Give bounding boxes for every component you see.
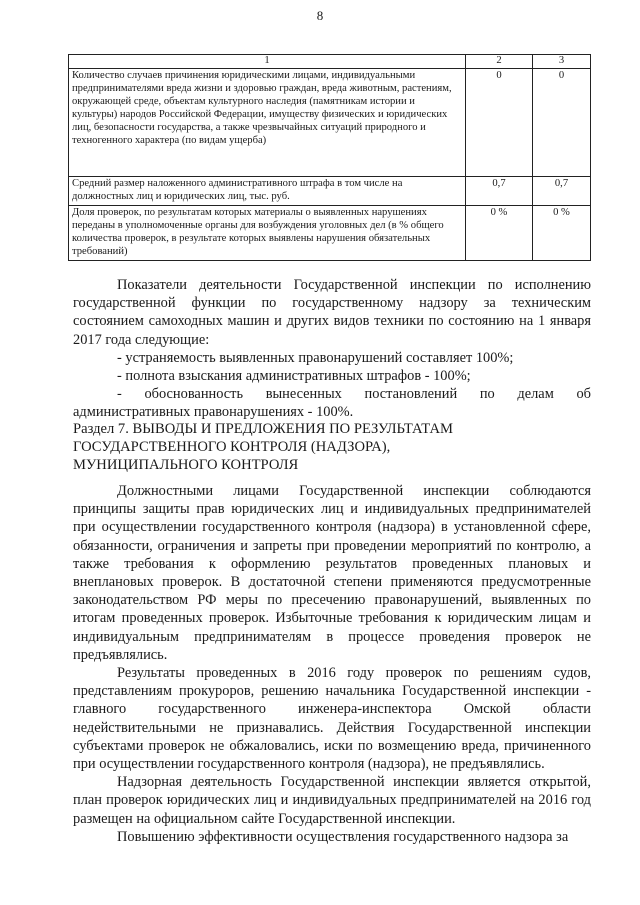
row-value: 0,7 [466,177,533,206]
table-row [69,69,591,177]
table-header-cell: 2 [466,55,533,69]
row-label: Доля проверок, по результатам которых материалы о выявленных нарушениях переданы в уполномоченные органы для возбуждения уголовных дел (в % общего количества проверок, в результате которых выявлены нарушения обязательных требований) [69,206,466,261]
intro-paragraph: Показатели деятельности Государственной инспекции по исполнению государственной функции по государственному надзору за техническим состоянием самоходных машин и других видов техники по состоянию на 1 января 2017 года следующие: [73,277,591,348]
section-title-line: Раздел 7. ВЫВОДЫ И ПРЕДЛОЖЕНИЯ ПО РЕЗУЛЬТАТАМ [73,421,453,437]
row-label: Средний размер наложенного административного штрафа в том числе на должностных лиц и юридических лиц, тыс. руб. [69,177,466,206]
body-text-block-1 [73,276,591,422]
paragraph: Повышению эффективности осуществления государственного надзора за [117,828,569,845]
table-row [69,177,591,206]
row-label: Количество случаев причинения юридическими лицами, индивидуальными предпринимателями вреда жизни и здоровью граждан, вреда животным, растениям, окружающей среде, объектам культурного наследия (памятникам истории и культуры) народов Российской Федерации, имуществу физических и юридических лиц, безопасности государства, а также чрезвычайных ситуаций природного и техногенного характера (по видам ущерба) [69,69,466,177]
paragraph: Надзорная деятельность Государственной инспекции является открытой, план проверок юридических лиц и индивидуальных предпринимателей на 2016 год размещен на официальном сайте Государственной инспекции. [73,774,591,827]
list-item: - обоснованность вынесенных постановлений по делам об [117,386,591,403]
table-header-cell: 1 [69,55,466,69]
row-value: 0 % [533,206,591,261]
paragraph: Должностными лицами Государственной инспекции соблюдаются принципы защиты прав юридических лиц и индивидуальных предпринимателей при осуществлении государственного контроля (надзора) в установленной сфере, обязанности, ограничения и запреты при проведении мероприятий по контролю, а также требования к оформлению результатов проведенных плановых и внеплановых проверок. В достаточной степени применяются предусмотренные законодательством РФ меры по пресечению правонарушений, выявленных по итогам проведенных проверок. Избыточные требования к юридическим лицам и индивидуальным предпринимателям в процессе проведения проверок не предъявлялись. [73,483,591,663]
table-header-cell: 3 [533,55,591,69]
list-item: - полнота взыскания административных штрафов - 100%; [117,368,471,385]
section-title-line: ГОСУДАРСТВЕННОГО КОНТРОЛЯ (НАДЗОРА), [73,439,391,455]
body-text-block-2 [73,482,591,846]
table-row [69,206,591,261]
table-header-row [69,55,591,69]
statistics-table [68,54,591,261]
row-value: 0 [533,69,591,177]
paragraph: Результаты проведенных в 2016 году проверок по решениям судов, представлениям прокуроров, решению начальника Государственной инспекции - главного государственного инженера-инспектора Омской области недействительными не признавались. Действия Государственной инспекции субъектами проверок не обжаловались, иски по возмещению вреда, причиненного при осуществлении государственного контроля (надзора), не предъявлялись. [73,665,591,773]
section-heading [73,420,591,474]
list-item-continuation: административных правонарушениях - 100%. [73,404,354,421]
row-value: 0 [466,69,533,177]
page-number: 8 [316,8,324,23]
row-value: 0,7 [533,177,591,206]
section-title-line: МУНИЦИПАЛЬНОГО КОНТРОЛЯ [73,457,299,473]
list-item: - устраняемость выявленных правонарушений составляет 100%; [117,349,514,366]
row-value: 0 % [466,206,533,261]
